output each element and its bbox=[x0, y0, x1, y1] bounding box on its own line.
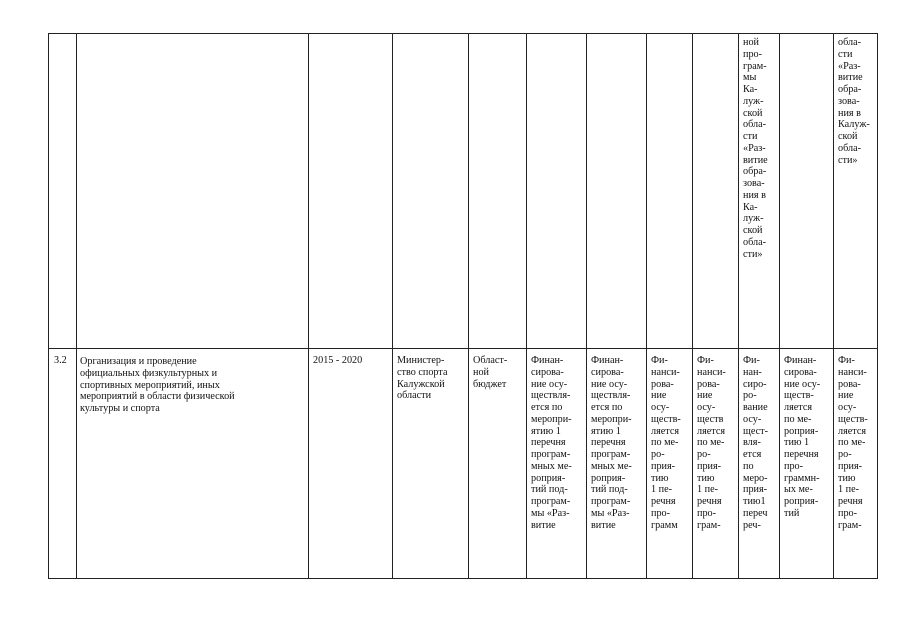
financing-text: Фи- нанси- рова- ние осу- ществ ляется по ме- ро- прия- тию 1 пе- речня про- грам- bbox=[697, 355, 726, 531]
program-table bbox=[48, 33, 878, 579]
financing-cell bbox=[780, 349, 834, 579]
executor-cell bbox=[393, 34, 469, 349]
financing-cell bbox=[527, 349, 587, 579]
continued-text: обла- сти «Раз- витие обра- зова- ния в Калуж- ской обла- сти» bbox=[838, 37, 870, 166]
row-number: 3.2 bbox=[54, 355, 67, 366]
measure-title: Организация и проведение официальных физкультурных и спортивных мероприятий, иных мероприятий в области физической культуры и спорта bbox=[80, 356, 235, 414]
financing-cell bbox=[693, 34, 739, 349]
financing-text: Фи- нан- сиро- ро- вание осу- щест- вля- ется по меро- прия- тию1 переч реч- bbox=[743, 355, 768, 531]
table-row bbox=[49, 34, 878, 349]
table-row bbox=[49, 349, 878, 579]
financing-text: Финан- сирова- ние осу- ществля- ется по меропри- ятию 1 перечня програм- мных ме- роприя- тий под- програм- мы «Раз- витие bbox=[591, 355, 632, 531]
executor-cell bbox=[393, 349, 469, 579]
financing-text: Финан- сирова- ние осу- ществля- ется по меропри- ятию 1 перечня програм- мных ме- роприя- тий под- програм- мы «Раз- витие bbox=[531, 355, 572, 531]
financing-cell bbox=[780, 34, 834, 349]
financing-text: Финан- сирова- ние осу- ществ- ляется по ме- роприя- тию 1 перечня про- граммн- ых ме- роприя- тий bbox=[784, 355, 821, 519]
financing-cell bbox=[647, 349, 693, 579]
title-cell bbox=[77, 34, 309, 349]
period-cell bbox=[309, 34, 393, 349]
period-cell bbox=[309, 349, 393, 579]
title-cell bbox=[77, 349, 309, 579]
financing-cell bbox=[587, 349, 647, 579]
financing-cell bbox=[739, 349, 780, 579]
financing-cell bbox=[739, 34, 780, 349]
financing-cell bbox=[834, 34, 878, 349]
financing-text: Фи- нанси- рова- ние осу- ществ- ляется по ме- ро- прия- тию 1 пе- речня про- грам- bbox=[838, 355, 868, 531]
source-cell bbox=[469, 349, 527, 579]
continued-text: ной про- грам- мы Ка- луж- ской обла- сти «Раз- витие обра- зова- ния в Ка- луж- ской обла- сти» bbox=[743, 37, 768, 260]
financing-cell bbox=[527, 34, 587, 349]
financing-cell bbox=[647, 34, 693, 349]
executor-text: Министер- ство спорта Калужской области bbox=[397, 355, 448, 402]
financing-cell bbox=[693, 349, 739, 579]
financing-cell bbox=[587, 34, 647, 349]
implementation-period: 2015 - 2020 bbox=[313, 355, 363, 366]
financing-text: Фи- нанси- рова- ние осу- ществ- ляется по ме- ро- прия- тию 1 пе- речня про- грамм bbox=[651, 355, 681, 531]
source-cell bbox=[469, 34, 527, 349]
funding-source-text: Област- ной бюджет bbox=[473, 355, 508, 390]
number-cell bbox=[49, 349, 77, 579]
number-cell bbox=[49, 34, 77, 349]
financing-cell bbox=[834, 349, 878, 579]
